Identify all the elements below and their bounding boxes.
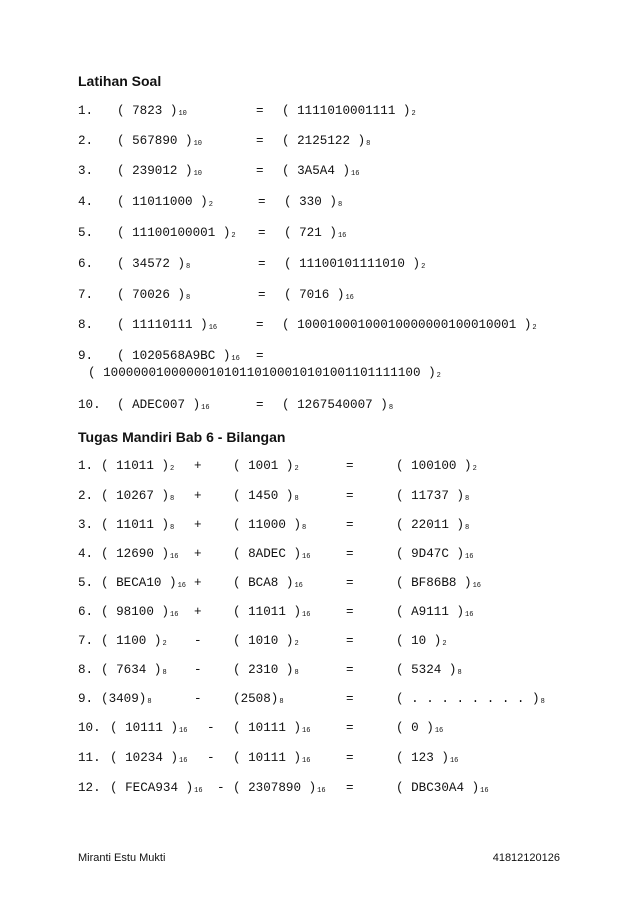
equals-sign: = (256, 398, 264, 412)
item-number: 8. (78, 318, 94, 332)
equals-sign: = (256, 134, 264, 148)
result: ( 123 )$_{16}$ (396, 751, 459, 765)
tugas-item-2 (0, 489, 638, 507)
item-number: 4. (78, 195, 94, 209)
footer-author: Miranti Estu Mukti (78, 852, 166, 864)
tugas-item-8 (0, 663, 638, 681)
item-number: 1. (78, 104, 94, 118)
equals-sign: = (256, 349, 264, 363)
item-number: 5. (78, 226, 94, 240)
rhs-number: ( 330 )$_8$ (284, 195, 343, 209)
operator: + (194, 605, 202, 619)
latihan-item-8 (0, 318, 638, 336)
equals-sign: = (258, 288, 266, 302)
operand-a: ( 12690 )$_{16}$ (101, 547, 179, 561)
result: ( 9D47C )$_{16}$ (396, 547, 474, 561)
equals-sign: = (346, 781, 354, 795)
tugas-item-1 (0, 459, 638, 477)
rhs-number: ( 2125122 )$_8$ (282, 134, 371, 148)
tugas-item-7 (0, 634, 638, 652)
item-number: 6. (78, 257, 94, 271)
operator: + (194, 518, 202, 532)
equals-sign: = (258, 226, 266, 240)
operator: + (194, 489, 202, 503)
equals-sign: = (346, 459, 354, 473)
lhs-number: ( ADEC007 )$_{16}$ (117, 398, 210, 412)
equals-sign: = (256, 164, 264, 178)
result: ( BF86B8 )$_{16}$ (396, 576, 482, 590)
equals-sign: = (346, 634, 354, 648)
item-number: 5. (78, 576, 94, 590)
lhs-number: ( 70026 )$_8$ (117, 288, 191, 302)
item-number: 7. (78, 288, 94, 302)
result: ( 22011 )$_8$ (396, 518, 470, 532)
lhs-number: ( 1020568A9BC )$_{16}$ (117, 349, 240, 363)
operand-a: ( BECA10 )$_{16}$ (101, 576, 187, 590)
result: ( 100100 )$_2$ (396, 459, 477, 473)
equals-sign: = (346, 663, 354, 677)
operand-b: ( 1010 )$_2$ (233, 634, 299, 648)
latihan-item-4 (0, 195, 638, 213)
operator: - (194, 634, 202, 648)
operand-b: ( 11000 )$_8$ (233, 518, 307, 532)
item-number: 11. (78, 751, 101, 765)
latihan-item-2 (0, 134, 638, 152)
tugas-item-10 (0, 721, 638, 739)
latihan-item-9 (0, 349, 638, 367)
operand-a: ( 10267 )$_8$ (101, 489, 175, 503)
item-number: 3. (78, 164, 94, 178)
tugas-item-11 (0, 751, 638, 769)
equals-sign: = (256, 104, 264, 118)
result: ( 0 )$_{16}$ (396, 721, 444, 735)
tugas-item-12 (0, 781, 638, 799)
item-number: 8. (78, 663, 94, 677)
operand-b: ( 2310 )$_8$ (233, 663, 299, 677)
lhs-number: ( 567890 )$_{10}$ (117, 134, 203, 148)
operand-b: ( 10111 )$_{16}$ (233, 721, 311, 735)
result: ( 5324 )$_8$ (396, 663, 462, 677)
operand-b: ( 1001 )$_2$ (233, 459, 299, 473)
equals-sign: = (346, 692, 354, 706)
tugas-item-6 (0, 605, 638, 623)
operator: + (194, 576, 202, 590)
equals-sign: = (346, 605, 354, 619)
operator: - (207, 751, 215, 765)
equals-sign: = (256, 318, 264, 332)
operator: - (217, 781, 225, 795)
result: ( DBC30A4 )$_{16}$ (396, 781, 489, 795)
lhs-number: ( 11110111 )$_{16}$ (117, 318, 218, 332)
tugas-item-4 (0, 547, 638, 565)
latihan-item-3 (0, 164, 638, 182)
item-number: 2. (78, 134, 94, 148)
section-title-latihan: Latihan Soal (78, 73, 162, 89)
item-number: 12. (78, 781, 101, 795)
item-number: 1. (78, 459, 94, 473)
result: ( 10 )$_2$ (396, 634, 447, 648)
lhs-number: ( 239012 )$_{10}$ (117, 164, 203, 178)
operand-a: ( 11011 )$_2$ (101, 459, 175, 473)
equals-sign: = (258, 257, 266, 271)
operator: + (194, 547, 202, 561)
operand-b: ( BCA8 )$_{16}$ (233, 576, 303, 590)
item-number: 10. (78, 721, 101, 735)
latihan-item-7 (0, 288, 638, 306)
lhs-number: ( 11011000 )$_2$ (117, 195, 213, 209)
operator: - (194, 692, 202, 706)
operator: - (207, 721, 215, 735)
operand-b: ( 8ADEC )$_{16}$ (233, 547, 311, 561)
latihan-item-10 (0, 398, 638, 416)
rhs-number: ( 7016 )$_{16}$ (284, 288, 354, 302)
tugas-item-3 (0, 518, 638, 536)
operand-a: ( FECA934 )$_{16}$ (110, 781, 203, 795)
operand-b: ( 1450 )$_8$ (233, 489, 299, 503)
equals-sign: = (346, 547, 354, 561)
item-number: 10. (78, 398, 101, 412)
lhs-number: ( 11100100001 )$_2$ (117, 226, 236, 240)
operand-a: ( 10111 )$_{16}$ (110, 721, 188, 735)
operand-a: ( 7634 )$_8$ (101, 663, 167, 677)
equals-sign: = (346, 518, 354, 532)
latihan-item-6 (0, 257, 638, 275)
operator: + (194, 459, 202, 473)
operand-a: ( 98100 )$_{16}$ (101, 605, 179, 619)
equals-sign: = (346, 751, 354, 765)
operand-b: ( 10111 )$_{16}$ (233, 751, 311, 765)
rhs-number: ( 10001000100010000000100010001 )$_2$ (282, 318, 537, 332)
result: ( . . . . . . . . )$_8$ (396, 692, 545, 706)
operand-a: ( 11011 )$_8$ (101, 518, 175, 532)
equals-sign: = (346, 721, 354, 735)
rhs-number: ( 1267540007 )$_8$ (282, 398, 394, 412)
latihan-item-5 (0, 226, 638, 244)
operand-a: $(3409)_8$ (101, 692, 152, 706)
operand-a: ( 10234 )$_{16}$ (110, 751, 188, 765)
equals-sign: = (258, 195, 266, 209)
section-title-tugas: Tugas Mandiri Bab 6 - Bilangan (78, 429, 286, 445)
tugas-item-5 (0, 576, 638, 594)
rhs-number: ( 11100101111010 )$_2$ (284, 257, 426, 271)
item-number: 6. (78, 605, 94, 619)
result: ( A9111 )$_{16}$ (396, 605, 474, 619)
operand-b: ( 11011 )$_{16}$ (233, 605, 311, 619)
equals-sign: = (346, 489, 354, 503)
item-number: 7. (78, 634, 94, 648)
item-number: 9. (78, 692, 94, 706)
lhs-number: ( 34572 )$_8$ (117, 257, 191, 271)
operator: - (194, 663, 202, 677)
rhs-number: ( 1111010001111 )$_2$ (282, 104, 416, 118)
result: ( 11737 )$_8$ (396, 489, 470, 503)
item-number: 3. (78, 518, 94, 532)
latihan-item-9-result (0, 366, 638, 384)
operand-a: ( 1100 )$_2$ (101, 634, 167, 648)
rhs-number: ( 100000010000001010110100010101001101111100 )$_2$ (88, 366, 441, 380)
latihan-item-1 (0, 104, 638, 122)
rhs-number: ( 3A5A4 )$_{16}$ (282, 164, 360, 178)
tugas-item-9 (0, 692, 638, 710)
item-number: 4. (78, 547, 94, 561)
equals-sign: = (346, 576, 354, 590)
operand-b: $(2508)_8$ (233, 692, 284, 706)
rhs-number: ( 721 )$_{16}$ (284, 226, 347, 240)
footer-student-id: 41812120126 (492, 852, 560, 864)
item-number: 2. (78, 489, 94, 503)
item-number: 9. (78, 349, 94, 363)
operand-b: ( 2307890 )$_{16}$ (233, 781, 326, 795)
lhs-number: ( 7823 )$_{10}$ (117, 104, 187, 118)
